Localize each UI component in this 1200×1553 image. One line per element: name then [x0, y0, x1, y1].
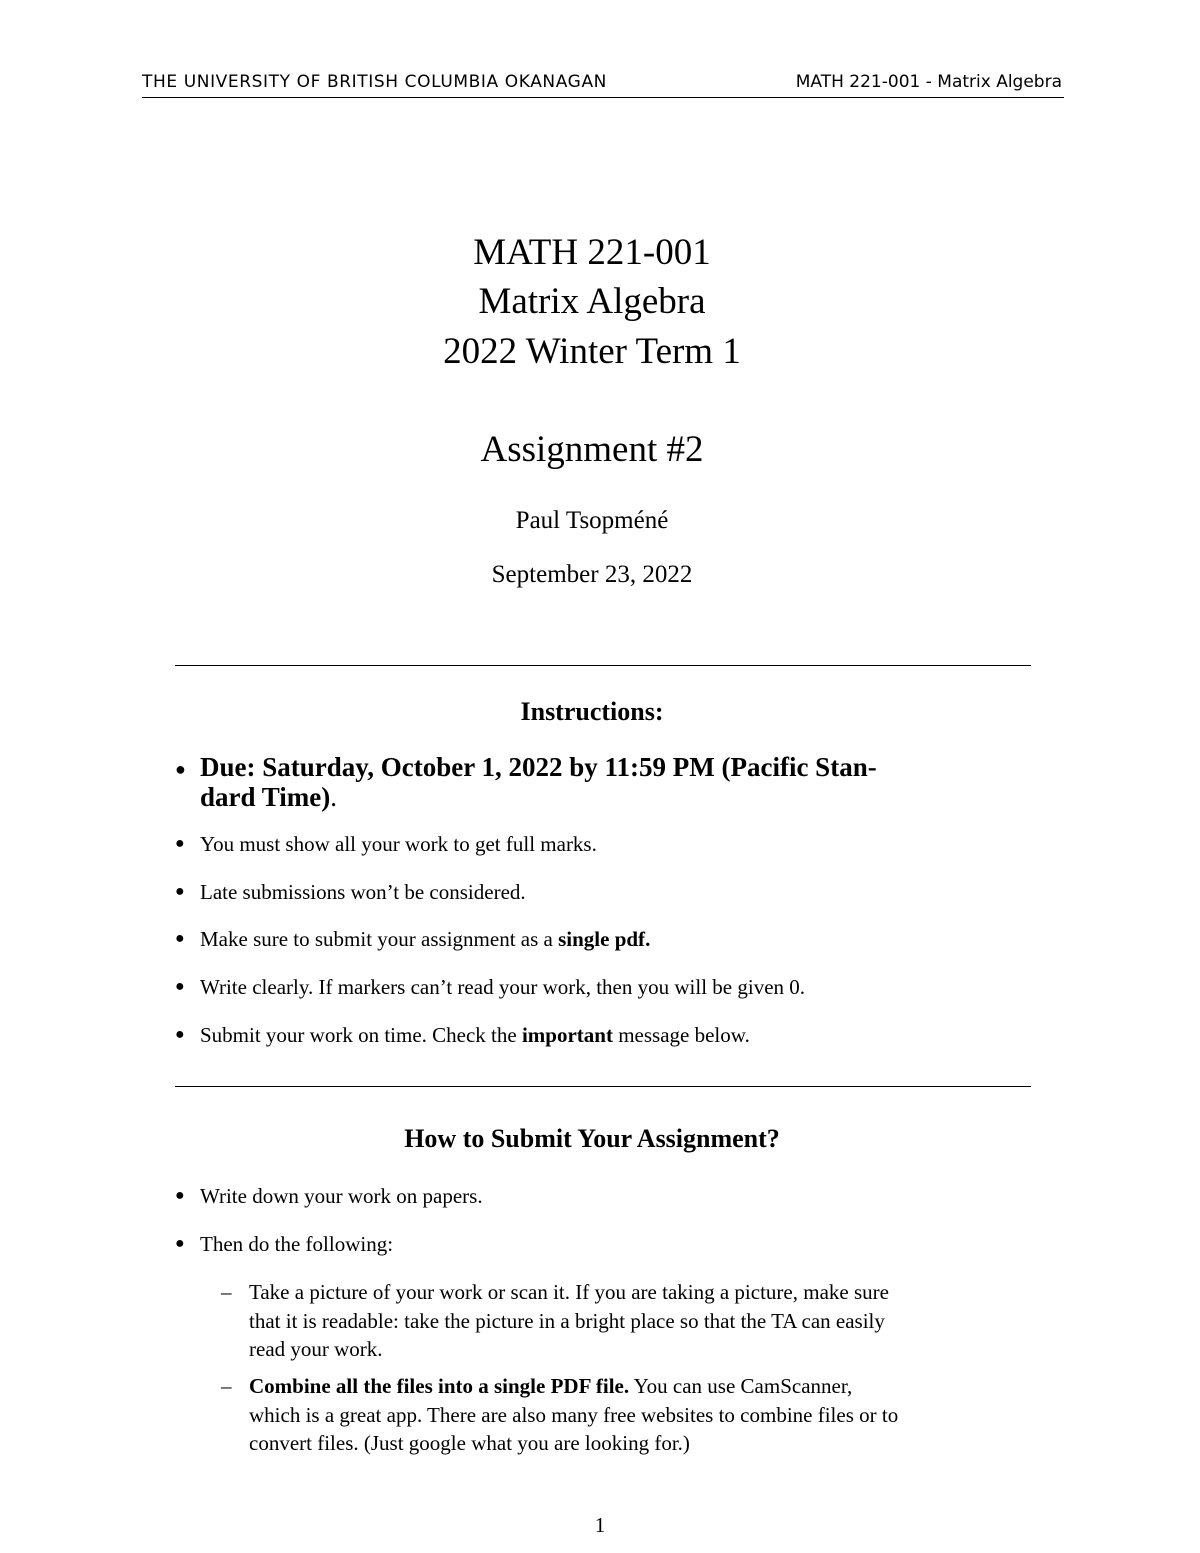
- bullet-icon: ●: [175, 883, 185, 900]
- due-line-1: Due: Saturday, October 1, 2022 by 11:59 PM (Pacific Stan-: [200, 752, 877, 782]
- item-text: Make sure to submit your assignment as a: [200, 927, 559, 951]
- bullet-icon: ●: [175, 1235, 185, 1252]
- due-item: [175, 752, 1050, 812]
- submit-heading: How to Submit Your Assignment?: [404, 1124, 780, 1153]
- sub-line: that it is readable: take the picture in a bright place so that the TA can easily: [249, 1308, 885, 1333]
- bullet-icon: ●: [175, 759, 186, 779]
- list-item: [175, 973, 1050, 1001]
- sub-item-picture: [221, 1278, 1049, 1364]
- author: Paul Tsopméné: [515, 507, 669, 534]
- list-item: [175, 878, 1050, 906]
- due-line-2-end: .: [330, 782, 338, 812]
- sub-bold: Combine all the files into a single PDF file.: [249, 1374, 630, 1398]
- bullet-icon: ●: [175, 930, 185, 947]
- item-text: You must show all your work to get full marks.: [200, 832, 597, 856]
- list-item: [175, 830, 1050, 858]
- instructions-heading: Instructions:: [520, 697, 664, 726]
- sub-line: read your work.: [249, 1337, 383, 1361]
- course-code: MATH 221-001: [473, 232, 711, 273]
- sub-line: Take a picture of your work or scan it. If you are taking a picture, make sure: [249, 1280, 889, 1304]
- list-item: [175, 1230, 1050, 1258]
- item-text: Write down your work on papers.: [200, 1184, 483, 1208]
- item-text: Submit your work on time. Check the: [200, 1023, 522, 1047]
- header-institution: THE UNIVERSITY OF BRITISH COLUMBIA OKANAGAN: [142, 72, 607, 92]
- bullet-icon: ●: [175, 1187, 185, 1204]
- separator-rule: [175, 1086, 1031, 1087]
- list-item: [175, 1182, 1050, 1210]
- header-course: MATH 221-001 - Matrix Algebra: [795, 72, 1062, 92]
- term: 2022 Winter Term 1: [443, 331, 741, 372]
- sub-line: convert files. (Just google what you are looking for.): [249, 1431, 690, 1455]
- item-text: Write clearly. If markers can’t read your work, then you will be given 0.: [200, 975, 806, 999]
- item-text: Late submissions won’t be considered.: [200, 880, 526, 904]
- item-text-end: message below.: [612, 1023, 750, 1047]
- item-text: Then do the following:: [200, 1232, 394, 1256]
- date: September 23, 2022: [491, 561, 693, 588]
- separator-rule: [175, 665, 1031, 666]
- due-line-2: dard Time): [200, 782, 331, 812]
- sub-line: which is a great app. There are also many free websites to combine files or to: [249, 1402, 899, 1427]
- bullet-icon: ●: [175, 1026, 185, 1043]
- list-item: [175, 925, 1050, 953]
- item-text-end: .: [645, 927, 651, 951]
- bullet-icon: ●: [175, 978, 185, 995]
- assignment-title: Assignment #2: [480, 429, 704, 470]
- header-rule: [142, 97, 1064, 98]
- dash-icon: –: [221, 1374, 232, 1398]
- item-bold: single pdf: [558, 927, 646, 951]
- course-name: Matrix Algebra: [478, 281, 706, 322]
- item-bold: important: [521, 1023, 613, 1047]
- bullet-icon: ●: [175, 835, 185, 852]
- sub-line: You can use CamScanner,: [629, 1374, 853, 1398]
- sub-item-combine: [221, 1372, 1049, 1458]
- page-number: 1: [594, 1513, 606, 1537]
- dash-icon: –: [221, 1280, 232, 1304]
- list-item: [175, 1021, 1050, 1049]
